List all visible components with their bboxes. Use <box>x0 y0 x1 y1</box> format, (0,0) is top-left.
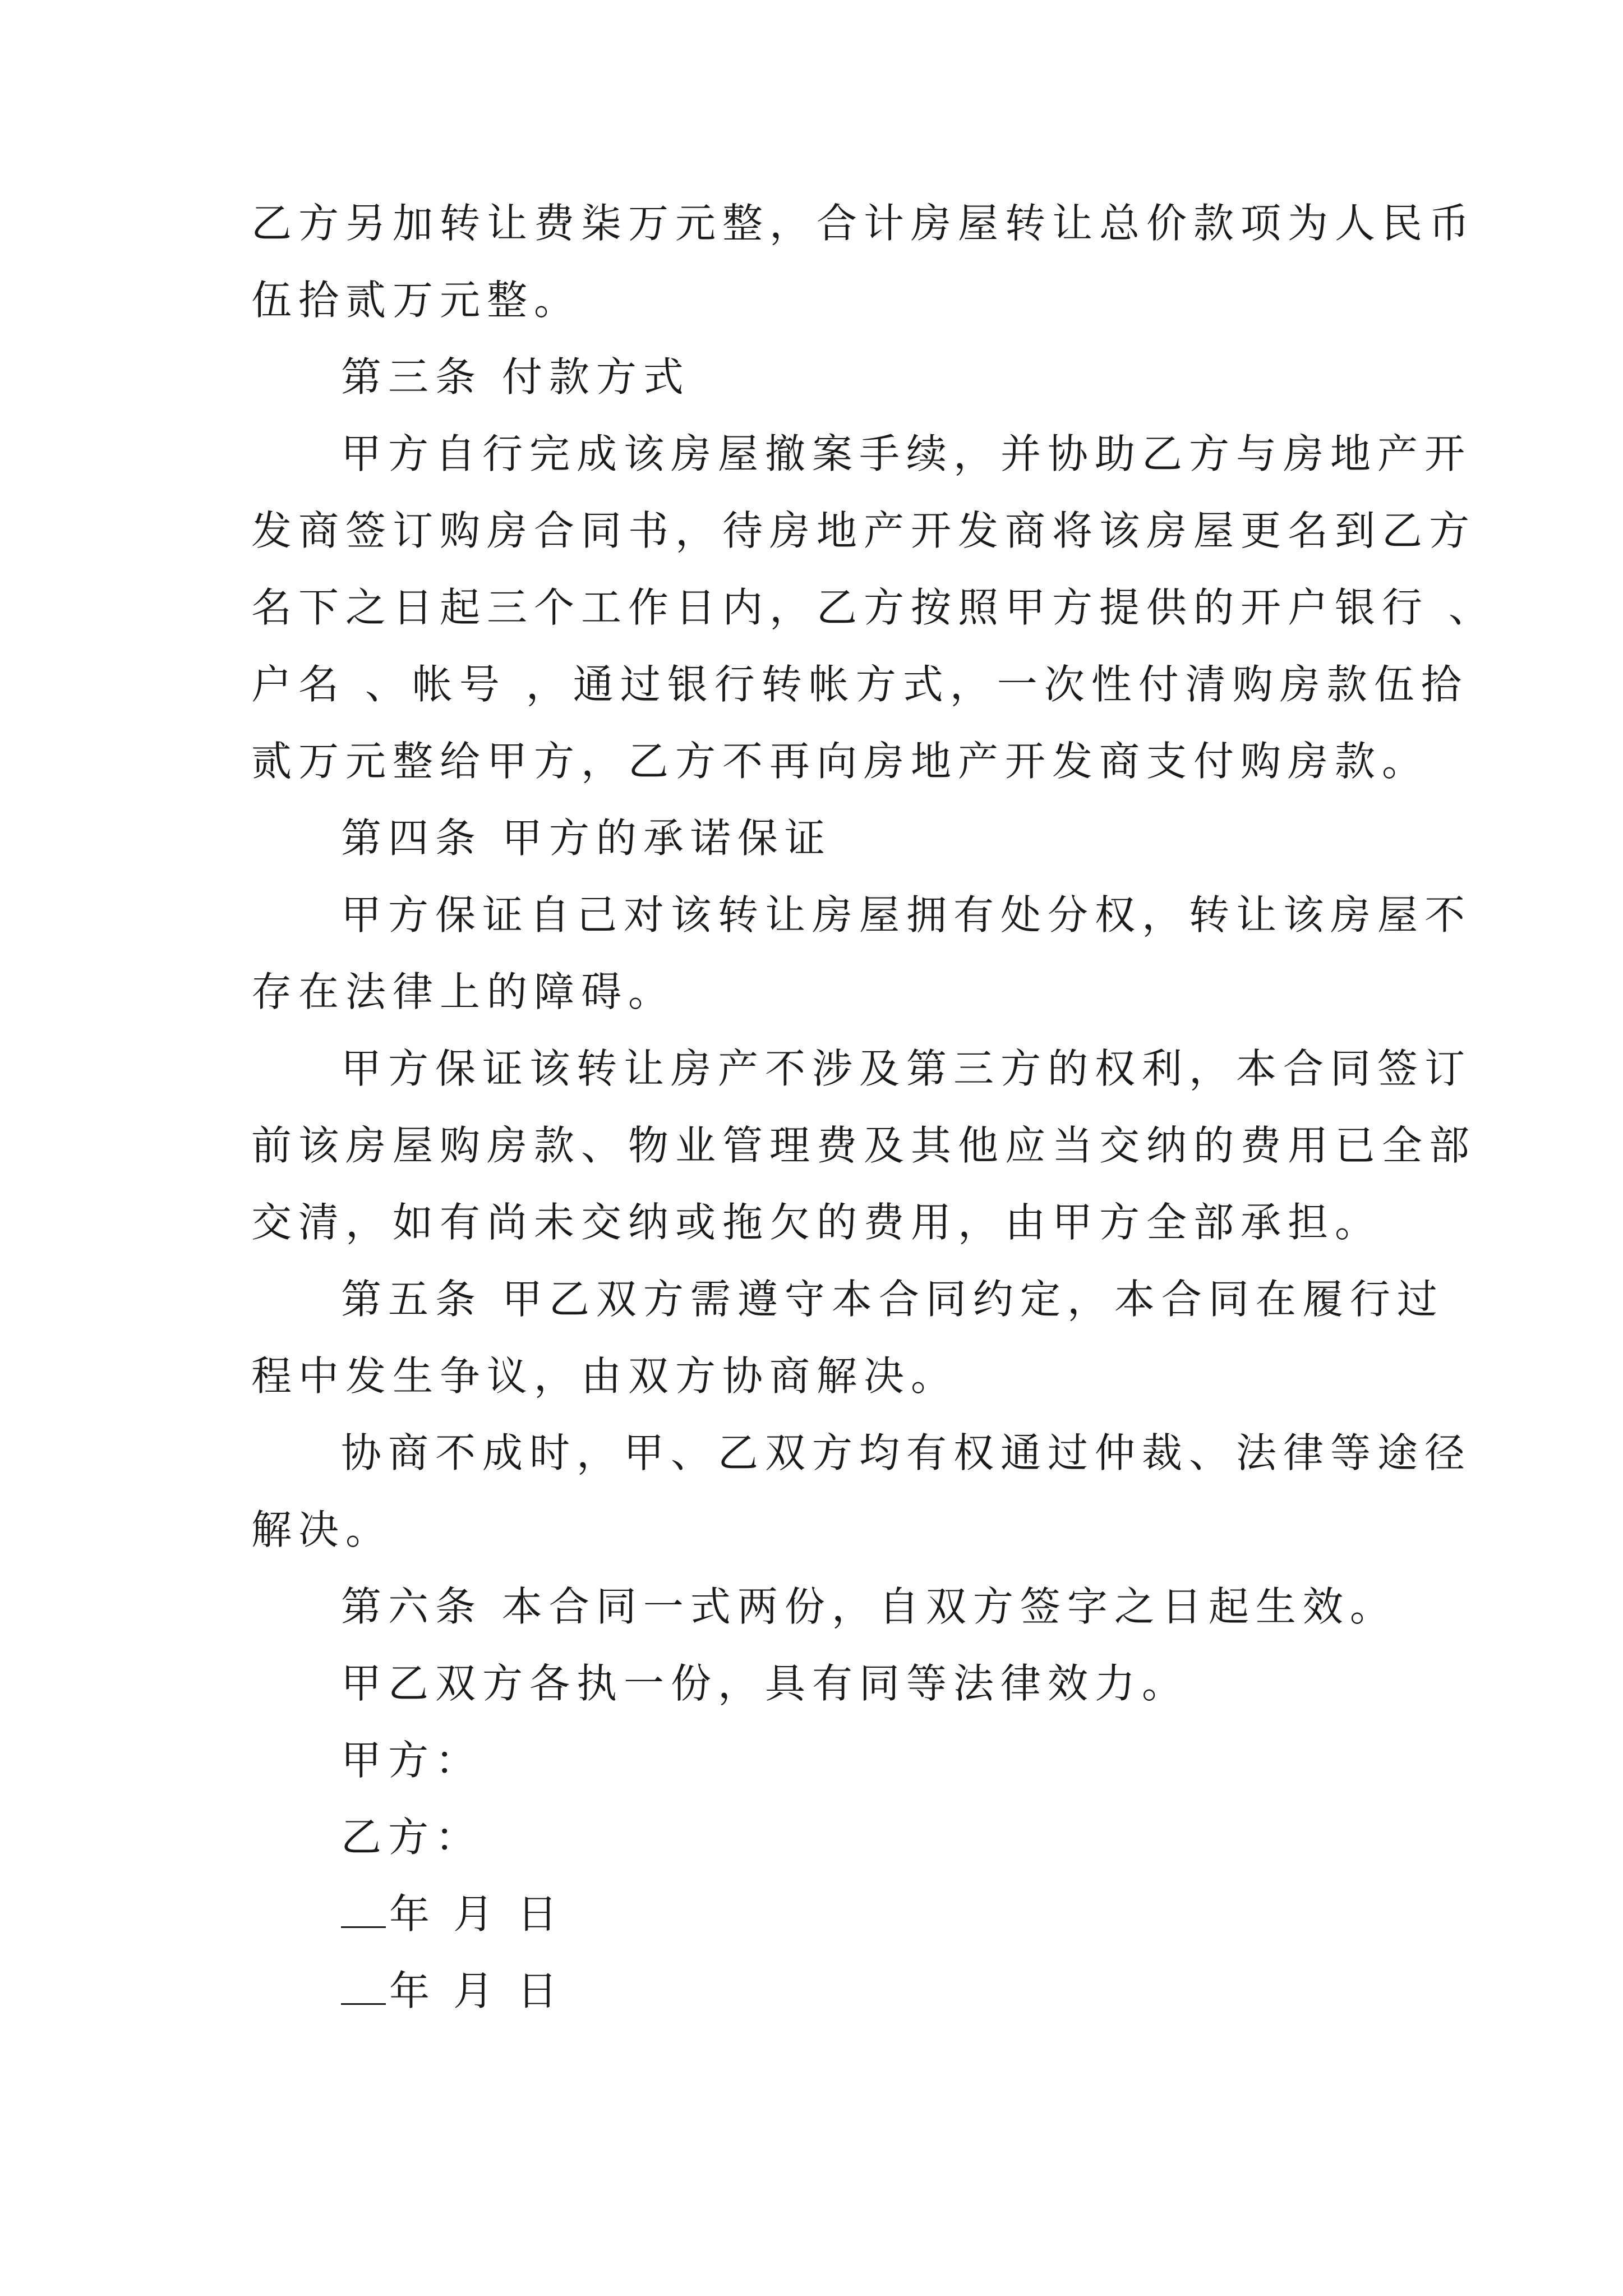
paragraph-line: 第三条 付款方式 <box>341 353 690 401</box>
paragraph-line: 甲方保证自己对该转让房屋拥有处分权，转让该房屋不 <box>341 891 1472 938</box>
paragraph-line: 解决。 <box>251 1506 393 1553</box>
paragraph-line: 贰万元整给甲方，乙方不再向房地产开发商支付购房款。 <box>251 738 1430 785</box>
date-line <box>251 1953 1390 2030</box>
paragraph-line: 名下之日起三个工作日内，乙方按照甲方提供的开户银行 、 <box>251 584 1496 631</box>
month-label: 月 <box>453 1967 501 2014</box>
paragraph-line: 第五条 甲乙双方需遵守本合同约定，本合同在履行过 <box>341 1276 1444 1323</box>
paragraph-line: 户名 、帐号 ，通过银行转帐方式，一次性付清购房款伍拾 <box>251 661 1468 708</box>
paragraph-line: 甲方： <box>341 1737 483 1784</box>
year-blank[interactable] <box>341 1893 386 1928</box>
paragraph-line: 程中发生争议，由双方协商解决。 <box>251 1352 958 1400</box>
paragraph-line: 协商不成时，甲、乙双方均有权通过仲裁、法律等途径 <box>341 1429 1472 1476</box>
paragraph-line: 存在法律上的障碍。 <box>251 968 676 1015</box>
paragraph-line: 甲方保证该转让房产不涉及第三方的权利，本合同签订 <box>341 1045 1472 1092</box>
paragraph-line: 甲乙双方各执一份，具有同等法律效力。 <box>341 1660 1189 1707</box>
paragraph-line: 伍拾贰万元整。 <box>251 277 582 324</box>
paragraph-line: 乙方： <box>341 1814 483 1861</box>
day-label: 日 <box>517 1967 565 2014</box>
date-line <box>251 1876 1390 1953</box>
paragraph-line: 第四条 甲方的承诺保证 <box>341 815 832 862</box>
day-label: 日 <box>517 1890 565 1938</box>
paragraph-line: 发商签订购房合同书，待房地产开发商将该房屋更名到乙方 <box>251 507 1477 554</box>
month-label: 月 <box>453 1890 501 1938</box>
paragraph-line: 第六条 本合同一式两份，自双方签字之日起生效。 <box>341 1583 1397 1630</box>
paragraph-line: 前该房屋购房款、物业管理费及其他应当交纳的费用已全部 <box>251 1122 1477 1169</box>
paragraph-line: 交清，如有尚未交纳或拖欠的费用，由甲方全部承担。 <box>251 1199 1382 1246</box>
year-label: 年 <box>389 1967 437 2014</box>
paragraph-line: 甲方自行完成该房屋撤案手续，并协助乙方与房地产开 <box>341 430 1472 477</box>
paragraph-line: 乙方另加转让费柒万元整，合计房屋转让总价款项为人民币 <box>251 200 1477 247</box>
contract-body <box>251 185 1496 2030</box>
year-label: 年 <box>389 1890 437 1938</box>
year-blank[interactable] <box>341 1970 386 2005</box>
